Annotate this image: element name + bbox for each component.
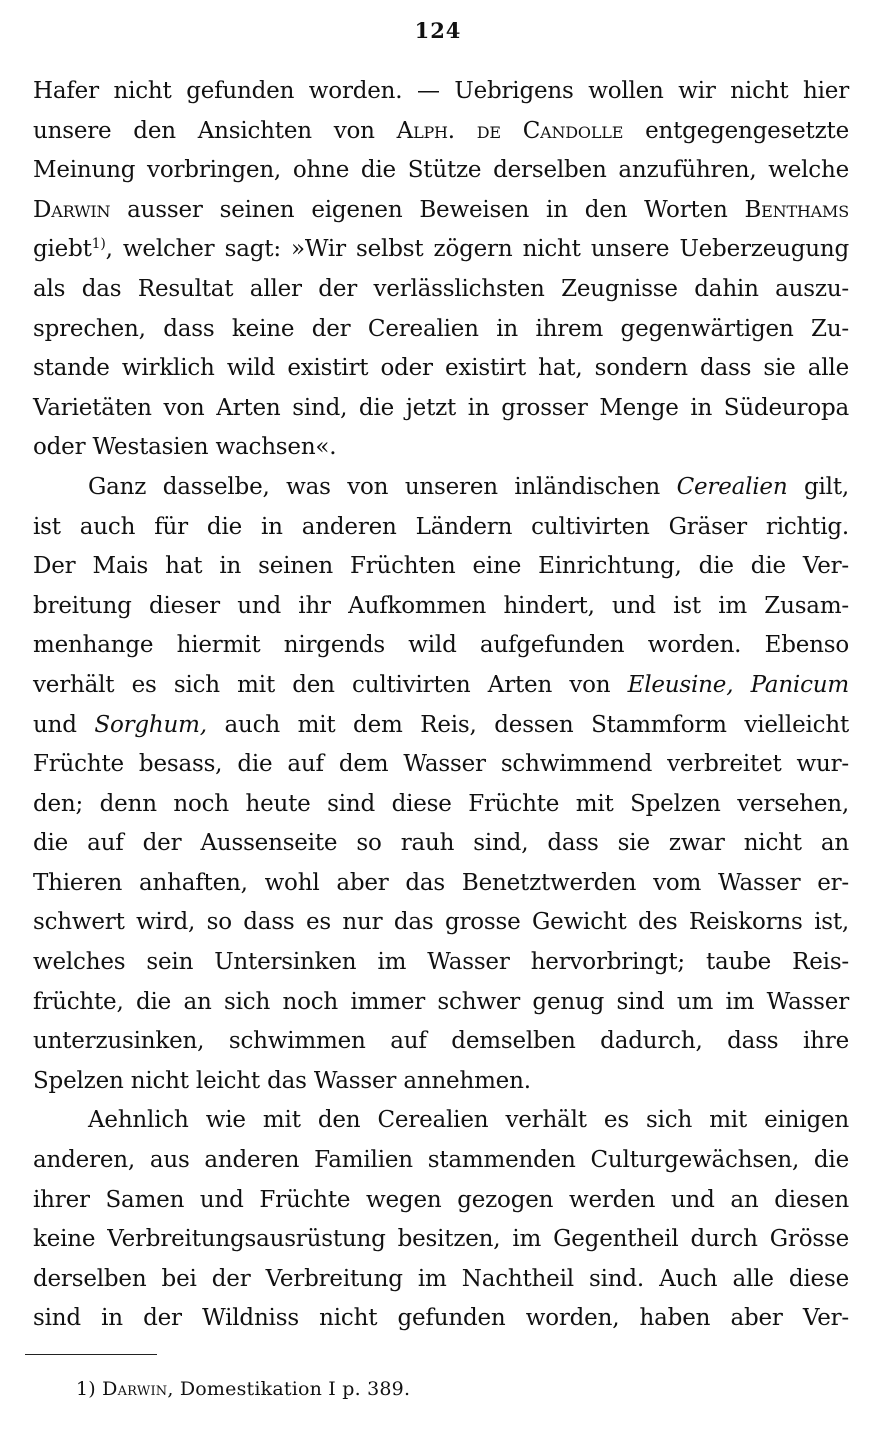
text-line: unterzusinken, schwimmen auf demselben dadurch, dass ihre	[33, 1028, 849, 1055]
text-line: anderen, aus anderen Familien stammenden Culturgewächsen, die	[33, 1147, 849, 1174]
text-line: unsere den Ansichten von Alph. de Candolle entgegengesetzte	[33, 117, 849, 144]
text-line: ihrer Samen und Früchte wegen gezogen werden und an diesen	[33, 1186, 849, 1213]
author-name: Alph. de Candolle	[396, 117, 624, 144]
author-name: Benthams	[744, 196, 849, 223]
text-line: schwert wird, so dass es nur das grosse Gewicht des Reiskorns ist,	[33, 909, 849, 936]
text-line: giebt$^{1)}$, welcher sagt: »Wir selbst zögern nicht unsere Ueberzeugung	[33, 236, 849, 263]
text-line: Spelzen nicht leicht das Wasser annehmen.	[33, 1067, 531, 1094]
text-line: oder Westasien wachsen«.	[33, 434, 337, 461]
footnote-marker: 1)	[76, 1378, 96, 1400]
text-line: welches sein Untersinken im Wasser hervorbringt; taube Reis-	[33, 949, 849, 976]
text-line: als das Resultat aller der verlässlichsten Zeugnisse dahin auszu-	[33, 275, 849, 302]
text-line: Varietäten von Arten sind, die jetzt in grosser Menge in Südeuropa	[33, 394, 849, 421]
text-line: Ganz dasselbe, was von unseren inländischen Cerealien gilt,	[88, 473, 849, 500]
italic-term: Sorghum,	[94, 711, 207, 738]
text-line: Meinung vorbringen, ohne die Stütze derselben anzuführen, welche	[33, 157, 849, 184]
author-name: Darwin	[102, 1378, 168, 1400]
text-line: früchte, die an sich noch immer schwer genug sind um im Wasser	[33, 988, 849, 1015]
text-line: Früchte besass, die auf dem Wasser schwimmend verbreitet wur-	[33, 751, 849, 778]
text-line: breitung dieser und ihr Aufkommen hindert, und ist im Zusam-	[33, 592, 849, 619]
footnote: 1) Darwin, Domestikation I p. 389.	[76, 1378, 411, 1400]
text-line: Darwin ausser seinen eigenen Beweisen in den Worten Benthams	[33, 196, 849, 223]
body-text	[33, 72, 849, 1339]
text-line: Thieren anhaften, wohl aber das Benetztwerden vom Wasser er-	[33, 869, 849, 896]
text-line: keine Verbreitungsausrüstung besitzen, im Gegentheil durch Grösse	[33, 1226, 849, 1253]
text-line: ist auch für die in anderen Ländern cultivirten Gräser richtig.	[33, 513, 849, 540]
footnote-divider	[25, 1354, 157, 1355]
footnote-reference: 1)	[91, 236, 106, 253]
text-line: menhange hiermit nirgends wild aufgefunden worden. Ebenso	[33, 632, 849, 659]
text-line: stande wirklich wild existirt oder existirt hat, sondern dass sie alle	[33, 355, 849, 382]
page-number: 124	[414, 18, 462, 43]
text-line: die auf der Aussenseite so rauh sind, dass sie zwar nicht an	[33, 830, 849, 857]
italic-term: Eleusine, Panicum	[627, 671, 849, 698]
text-line: Der Mais hat in seinen Früchten eine Einrichtung, die die Ver-	[33, 553, 849, 580]
text-line: sprechen, dass keine der Cerealien in ihrem gegenwärtigen Zu-	[33, 315, 849, 342]
italic-term: Cerealien	[676, 473, 788, 500]
text-line: verhält es sich mit den cultivirten Arten von Eleusine, Panicum	[33, 671, 849, 698]
text-line: Hafer nicht gefunden worden. — Uebrigens wollen wir nicht hier	[33, 78, 849, 104]
text-line: und Sorghum, auch mit dem Reis, dessen Stammform vielleicht	[33, 711, 849, 738]
text-line: den; denn noch heute sind diese Früchte mit Spelzen versehen,	[33, 790, 849, 817]
text-line: derselben bei der Verbreitung im Nachtheil sind. Auch alle diese	[33, 1265, 849, 1292]
text-line: sind in der Wildniss nicht gefunden worden, haben aber Ver-	[33, 1305, 849, 1332]
author-name: Darwin	[33, 196, 111, 223]
text-line: Aehnlich wie mit den Cerealien verhält es sich mit einigen	[88, 1107, 849, 1134]
